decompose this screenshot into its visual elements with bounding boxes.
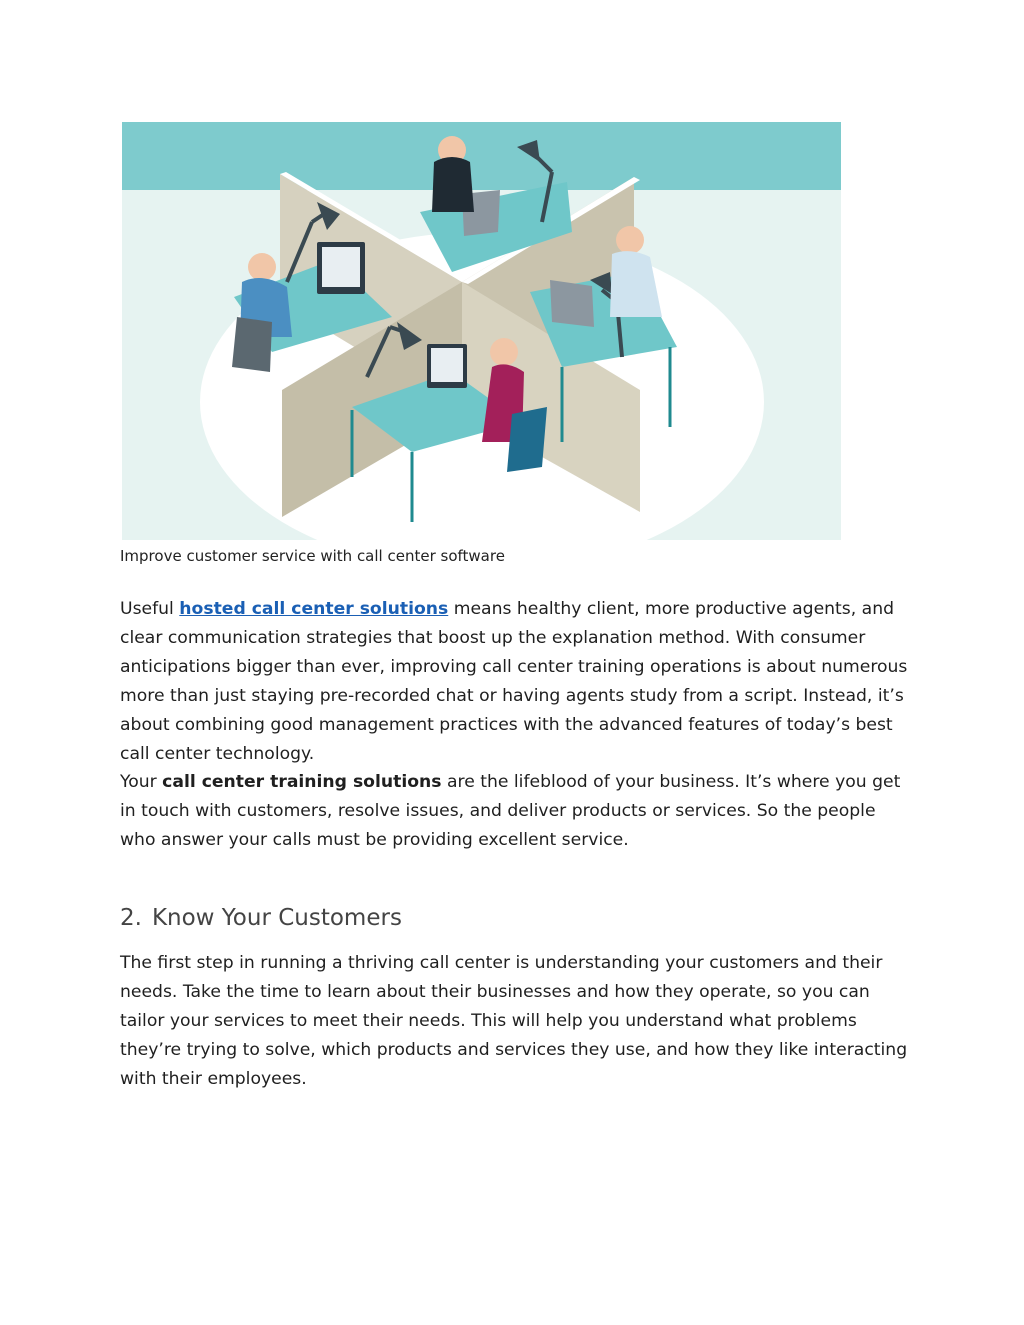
section-title: Know Your Customers	[151, 905, 402, 931]
paragraph1-rest: means healthy client, more productive agents, and clear communication strategies that boost up the explanation method. With consumer anticipations bigger than ever, improving call center training operations is about numerous more than just staying pre-recorded chat or having agents study from a script. Instead, it’s about combining good management practices with the advanced features of today’s best call center technology.	[120, 599, 908, 764]
hosted-call-center-solutions-link[interactable]: hosted call center solutions	[179, 599, 449, 619]
section-heading	[120, 905, 402, 931]
paragraph-know-customers: The first step in running a thriving call center is understanding your customers and their needs. Take the time to learn about their businesses and how they operate, so you can tailor your services to meet their needs. This will help you understand what problems they’re trying to solve, which products and services they use, and how they like interacting with their employees.	[120, 953, 908, 1089]
paragraph1-intro: Useful	[120, 599, 180, 619]
call-center-illustration	[122, 122, 841, 540]
figure-caption: Improve customer service with call center software	[120, 547, 505, 565]
paragraph2-intro: Your	[120, 772, 163, 792]
paragraph-hosted-solutions	[120, 595, 910, 769]
paragraph2-rest: are the lifeblood of your business. It’s where you get in touch with customers, resolve issues, and deliver products or services. So the people who answer your calls must be providing excellent service.	[120, 772, 901, 850]
section-number: 2.	[120, 905, 142, 931]
paragraph-training-solutions	[120, 768, 910, 855]
paragraph2-bold: call center training solutions	[162, 772, 442, 792]
cubicles-icon	[122, 122, 841, 540]
